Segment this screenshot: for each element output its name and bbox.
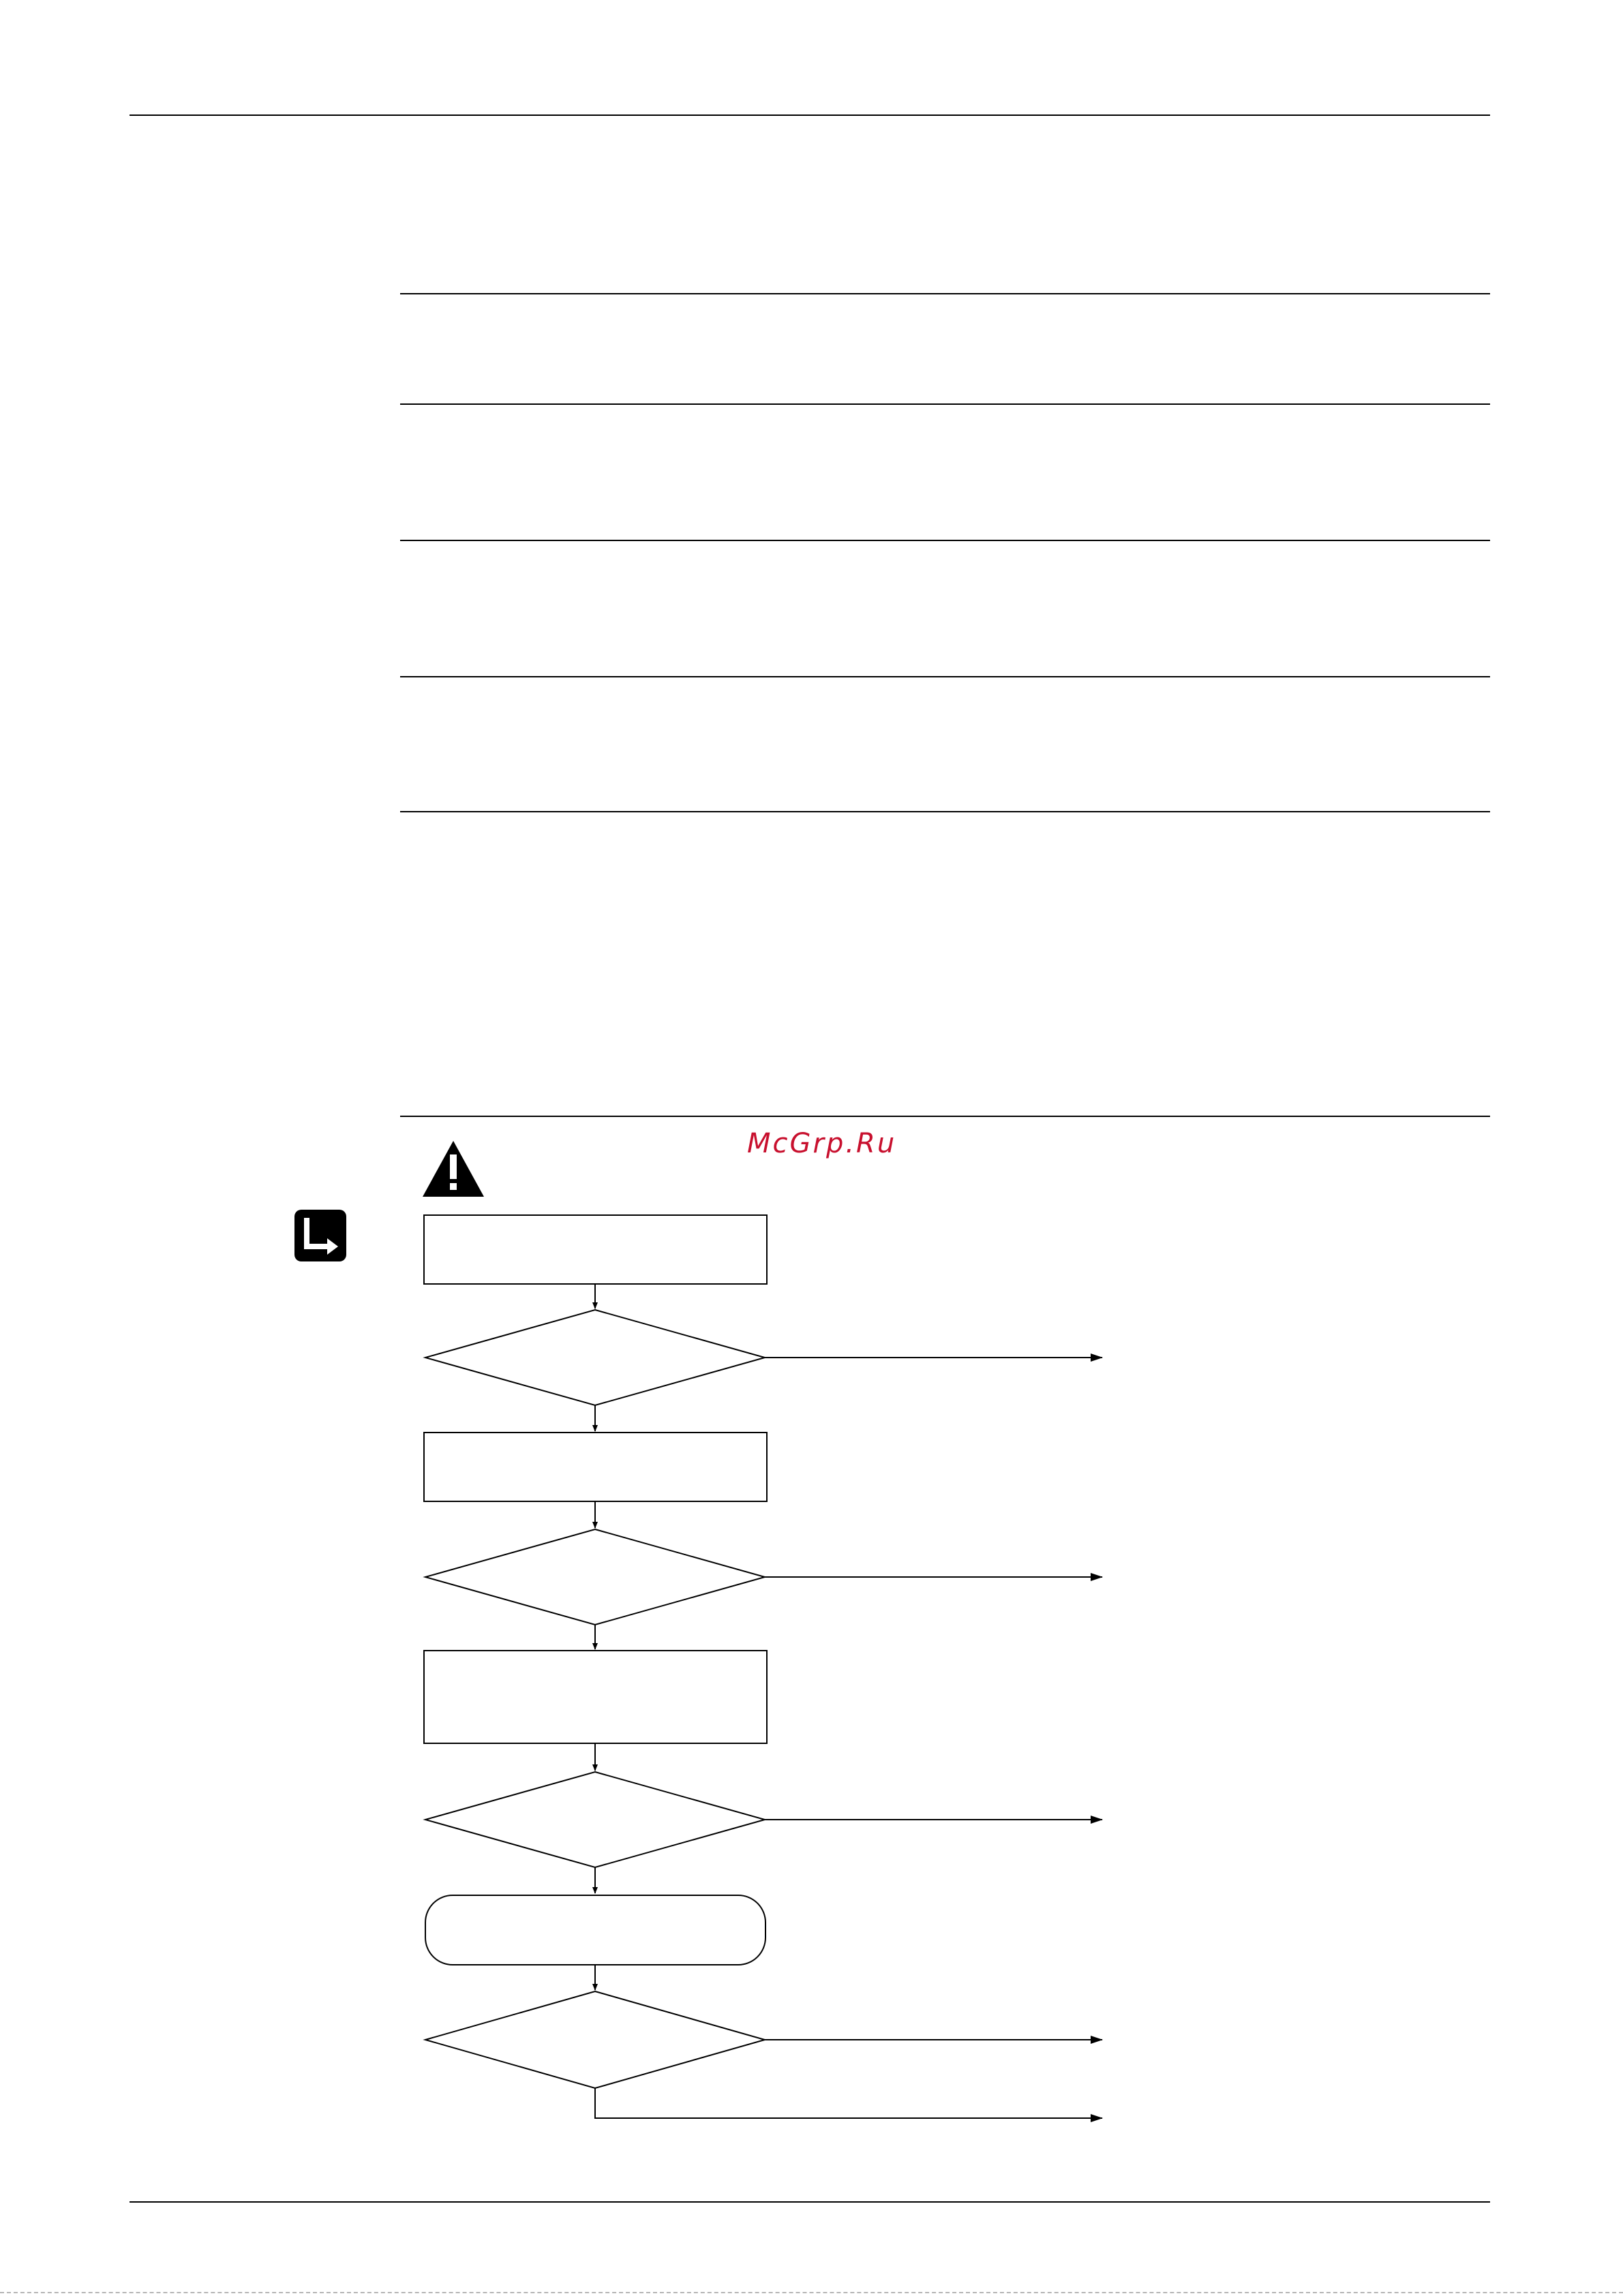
watermark: McGrp.Ru <box>747 1128 897 1159</box>
flow-step-4 <box>425 1895 765 1965</box>
flow-decision-4 <box>425 1991 765 2088</box>
flow-decision-3 <box>425 1772 765 1867</box>
flow-step-1 <box>424 1215 767 1284</box>
flow-step-3 <box>424 1651 767 1743</box>
flow-decision-2 <box>425 1529 765 1625</box>
flow-step-2 <box>424 1433 767 1501</box>
scan-artifact-line <box>0 2292 1623 2293</box>
flow-decision-1 <box>425 1310 765 1405</box>
